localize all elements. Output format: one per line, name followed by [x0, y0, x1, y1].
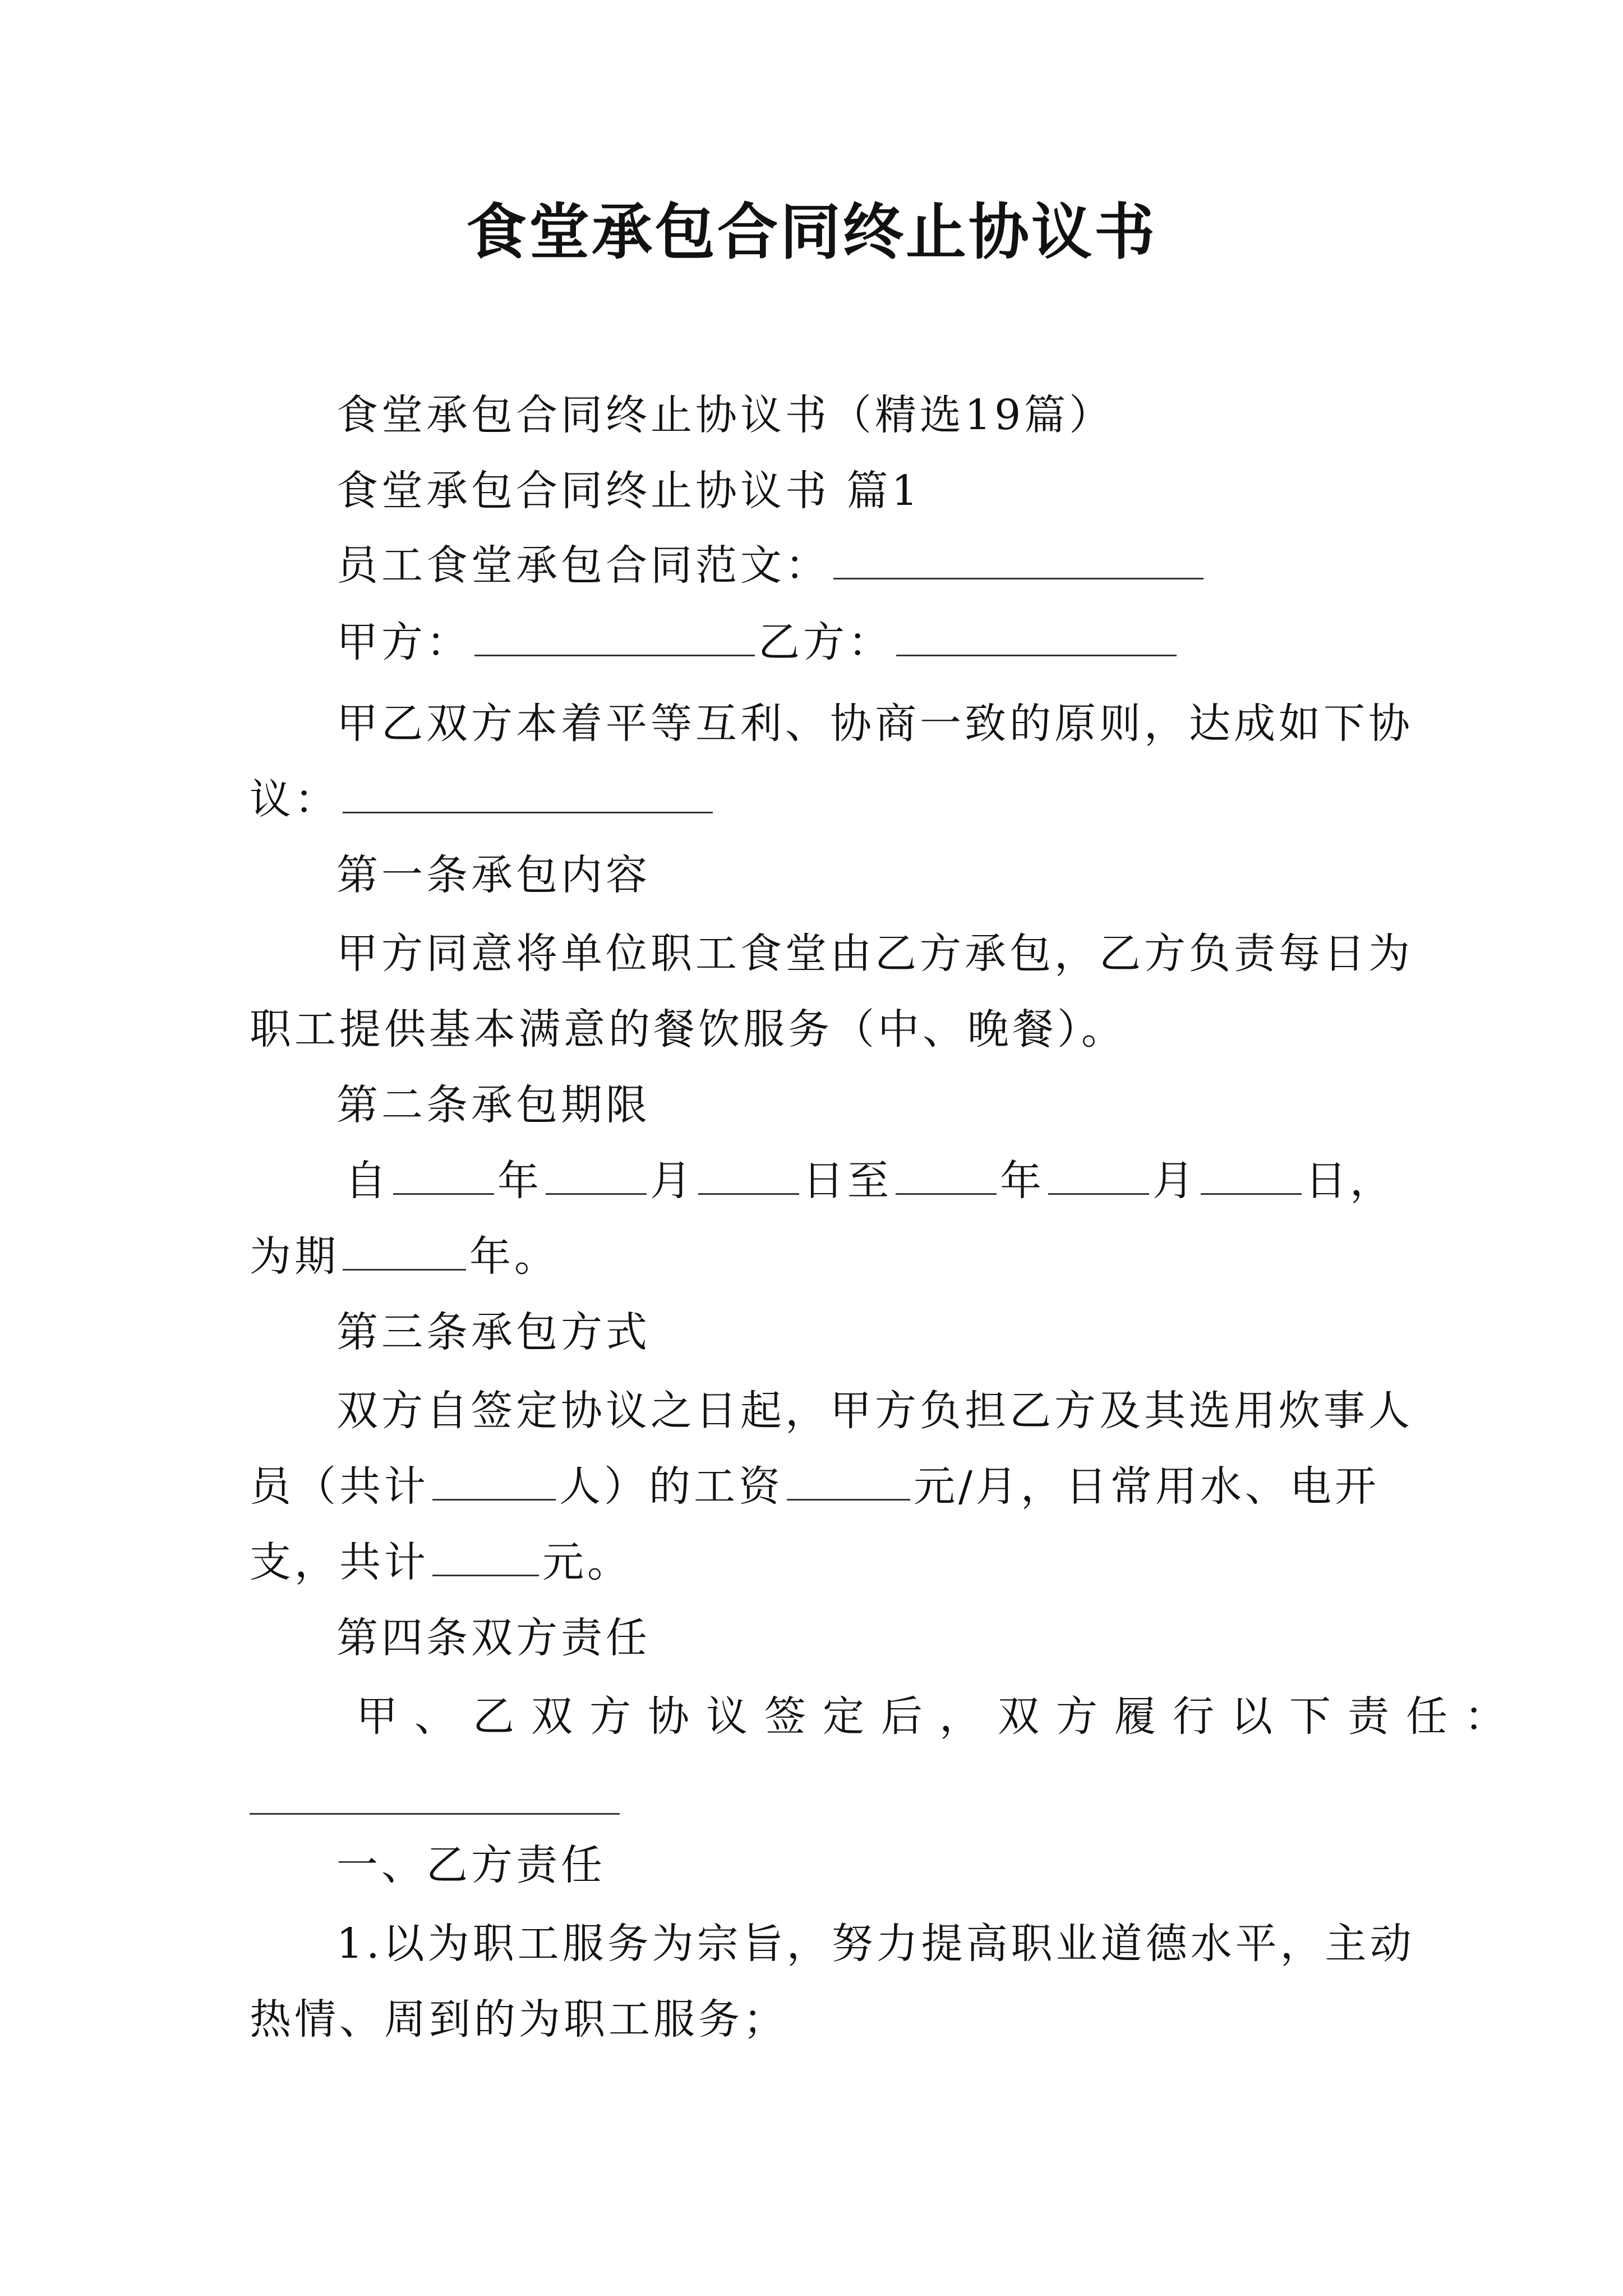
blank-field	[393, 1154, 494, 1195]
expense-text: 支，共计	[250, 1538, 429, 1586]
date-text: 日至	[803, 1157, 892, 1205]
date-text: 日，	[1305, 1157, 1395, 1205]
blank-field	[432, 1460, 556, 1501]
paragraph-line: 甲乙双方本着平等互利、协商一致的原则，达成如下协	[336, 700, 1413, 748]
paragraph-line: 职工提供基本满意的餐饮服务（中、晚餐）。	[250, 1005, 1126, 1053]
paragraph-line: 双方自签定协议之日起，甲方负担乙方及其选用炊事人	[336, 1387, 1413, 1435]
blank-field	[1048, 1154, 1149, 1195]
party-a-label: 甲方：	[336, 618, 471, 666]
blank-field	[787, 1460, 910, 1501]
subsection-heading: 一、乙方责任	[336, 1841, 606, 1889]
blank-field	[698, 1154, 799, 1195]
paragraph-line: 甲、乙双方协议签定后，双方履行以下责任：	[356, 1692, 1523, 1741]
term-dates-line	[345, 1153, 1395, 1209]
wage-text: 人）的工资	[559, 1462, 783, 1511]
blank-field	[546, 1154, 647, 1195]
paragraph-line: 甲方同意将单位职工食堂由乙方承包，乙方负责每日为	[336, 930, 1413, 978]
article-heading: 第四条双方责任	[336, 1614, 651, 1662]
date-text: 月	[650, 1157, 695, 1205]
blank-field	[833, 539, 1204, 579]
party-b-label: 乙方：	[758, 618, 893, 666]
contract-sample-line	[336, 537, 1207, 593]
article-heading: 第三条承包方式	[336, 1308, 651, 1356]
paragraph-line	[250, 1534, 632, 1590]
subtitle-line: 食堂承包合同终止协议书（精选19篇）	[336, 391, 1114, 439]
party-a-blank	[474, 615, 755, 656]
paragraph-line: 1.以为职工服务为宗旨，努力提高职业道德水平，主动	[336, 1920, 1415, 1968]
blank-field	[896, 1154, 997, 1195]
date-text: 自	[345, 1157, 390, 1205]
paragraph-line: 热情、周到的为职工服务；	[250, 1995, 788, 2044]
article-heading: 第二条承包期限	[336, 1081, 651, 1129]
date-text: 年	[1000, 1157, 1045, 1205]
parties-line	[336, 614, 1180, 670]
party-b-blank	[896, 615, 1177, 656]
wage-text: 员（共计	[250, 1462, 429, 1511]
blank-field	[343, 772, 713, 813]
paragraph-line	[250, 1458, 1380, 1515]
wage-text: 元/月，日常用水、电开	[914, 1462, 1380, 1511]
article-heading: 第一条承包内容	[336, 851, 651, 899]
document-title: 食堂承包合同终止协议书	[465, 197, 1157, 268]
term-text: 年。	[469, 1232, 559, 1281]
expense-text: 元。	[542, 1538, 632, 1586]
section-heading-1: 食堂承包合同终止协议书 篇1	[336, 467, 921, 515]
contract-sample-label: 员工食堂承包合同范文：	[336, 541, 830, 590]
blank-field	[250, 1813, 620, 1815]
date-text: 年	[497, 1157, 542, 1205]
date-text: 月	[1152, 1157, 1197, 1205]
paragraph-line	[250, 771, 716, 827]
blank-field	[1201, 1154, 1302, 1195]
term-length-line	[250, 1228, 559, 1285]
agreement-label: 议：	[250, 775, 339, 823]
term-text: 为期	[250, 1232, 339, 1281]
blank-field	[343, 1230, 466, 1271]
blank-field	[432, 1535, 539, 1576]
